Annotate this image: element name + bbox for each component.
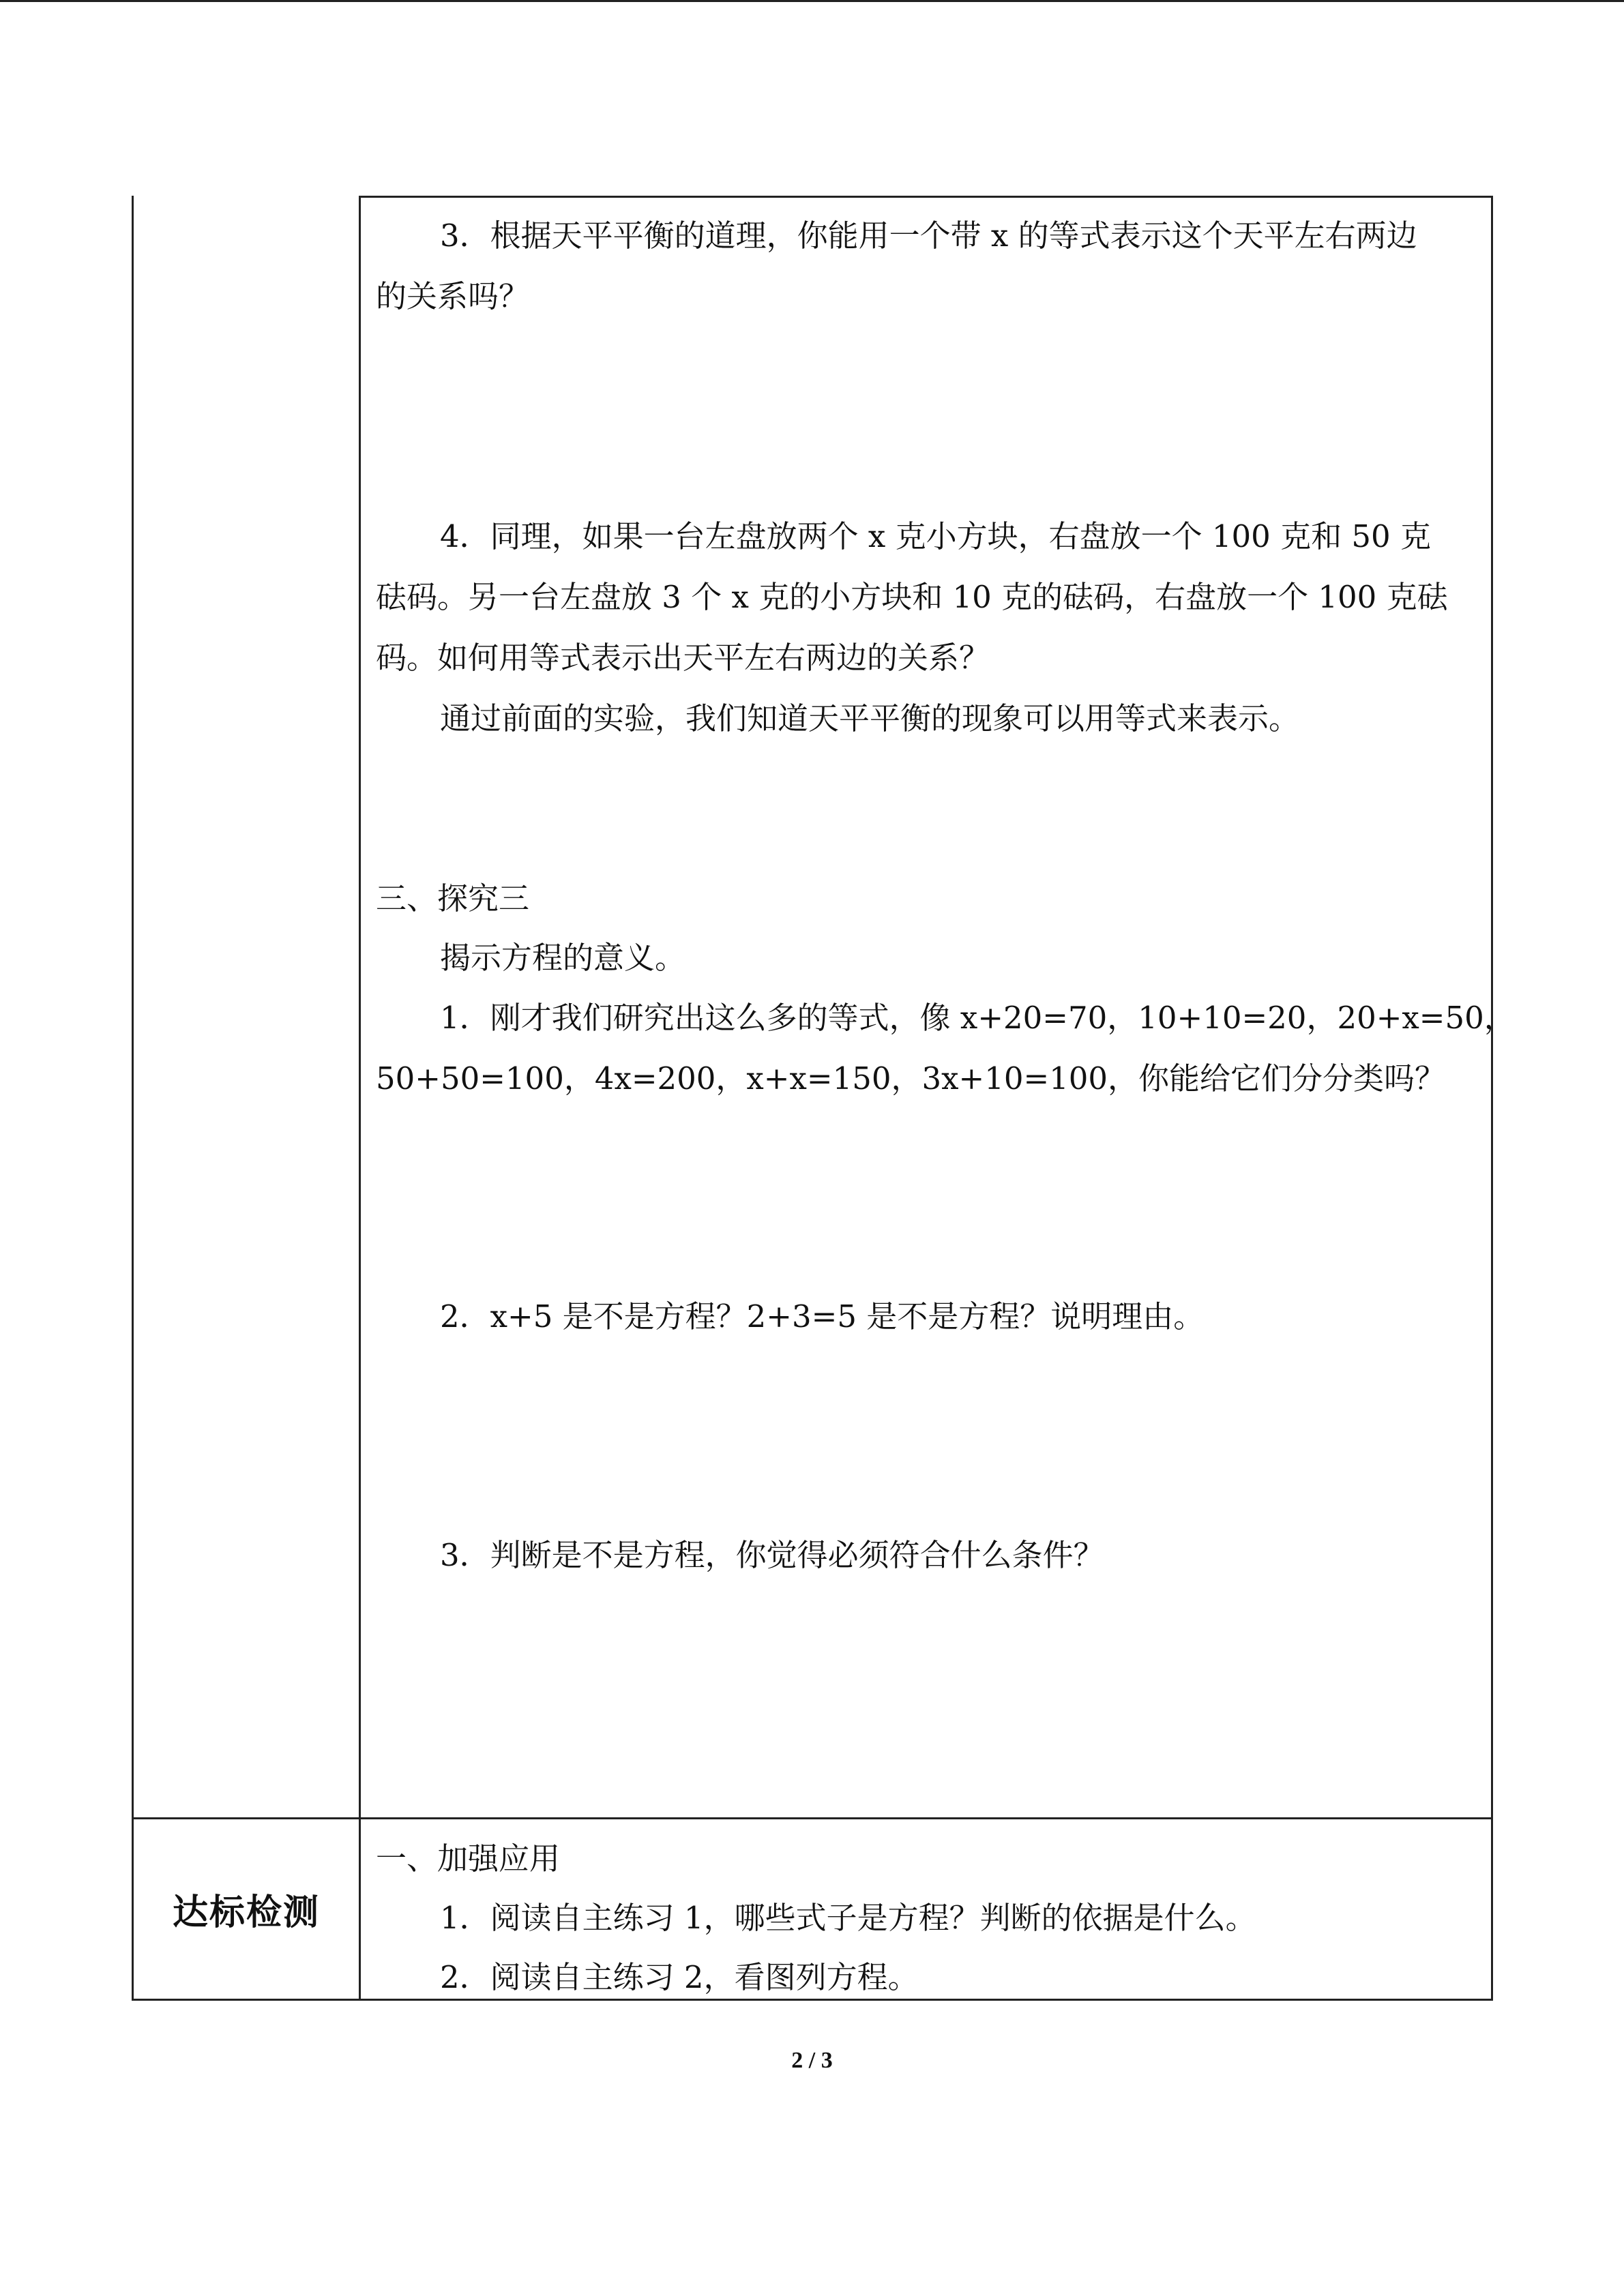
assessment-heading: 一、加强应用 — [376, 1840, 561, 1877]
section-3-question-1-line-1: 1．刚才我们研究出这么多的等式，像 x+20=70，10+10=20，20+x=50， — [440, 1000, 1515, 1036]
question-3-line-2: 的关系吗？ — [376, 278, 530, 314]
assessment-label-cell — [134, 1819, 359, 1999]
question-3-line-1: 3．根据天平平衡的道理，你能用一个带 x 的等式表示这个天平左右两边 — [440, 218, 1417, 254]
section-3-question-2: 2．x+5 是不是方程？2+3=5 是不是方程？说明理由。 — [440, 1298, 1205, 1335]
assessment-item-1: 1．阅读自主练习 1，哪些式子是方程？判断的依据是什么。 — [440, 1900, 1256, 1936]
table-right-border — [1491, 196, 1493, 2001]
section-3-question-3: 3．判断是不是方程，你觉得必须符合什么条件？ — [440, 1537, 1104, 1573]
question-4-line-2: 砝码。另一台左盘放 3 个 x 克的小方块和 10 克的砝码，右盘放一个 100 克砝 — [376, 579, 1448, 615]
page-top-border — [0, 0, 1624, 2]
table-top-border — [359, 196, 1493, 198]
section-3-intro: 揭示方程的意义。 — [440, 940, 686, 976]
table-column-divider — [359, 196, 361, 2001]
question-4-line-1: 4．同理，如果一台左盘放两个 x 克小方块，右盘放一个 100 克和 50 克 — [440, 518, 1431, 554]
table-bottom-border — [132, 1999, 1493, 2001]
assessment-item-2: 2．阅读自主练习 2，看图列方程。 — [440, 1959, 919, 1995]
page-number: 2 / 3 — [791, 2048, 833, 2073]
section-3-heading: 三、探究三 — [376, 880, 530, 916]
question-4-line-3: 码。如何用等式表示出天平左右两边的关系？ — [376, 640, 990, 676]
question-4-conclusion: 通过前面的实验，我们知道天平平衡的现象可以用等式来表示。 — [440, 700, 1300, 736]
table-left-border — [132, 196, 134, 2001]
section-3-question-1-line-2: 50+50=100，4x=200，x+x=150，3x+10=100，你能给它们分分类吗？ — [376, 1060, 1446, 1097]
assessment-label: 达标检测 — [172, 1892, 320, 1933]
